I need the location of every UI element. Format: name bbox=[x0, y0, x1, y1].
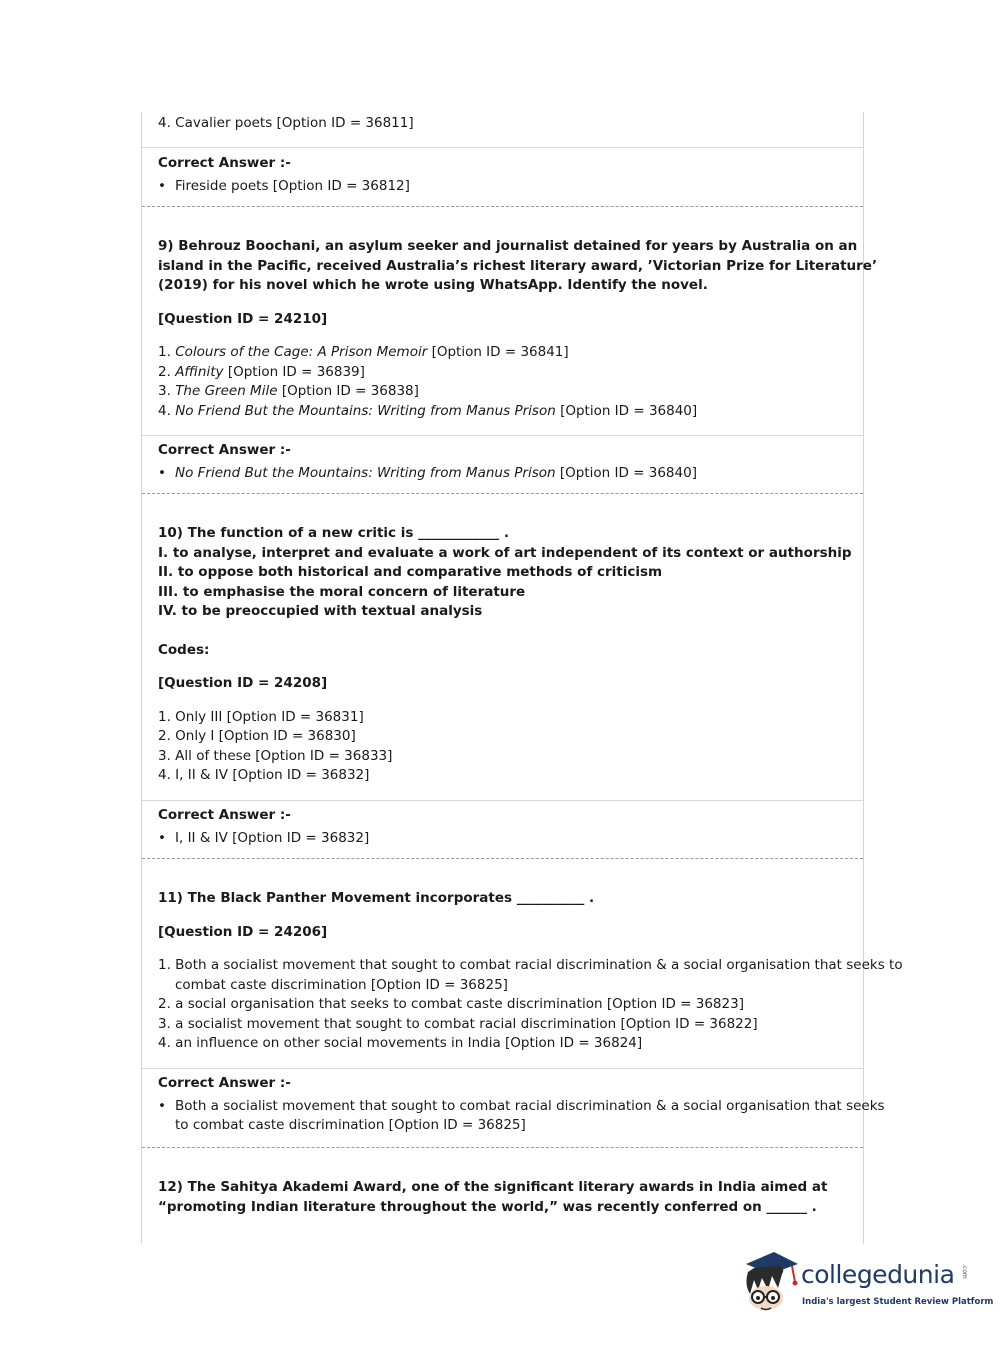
bullet-icon: • bbox=[158, 177, 166, 194]
correct-answer-label: Correct Answer :- bbox=[158, 807, 291, 823]
question-separator bbox=[142, 858, 863, 859]
option-item: 3. The Green Mile [Option ID = 36838] bbox=[158, 383, 419, 399]
correct-answer-label: Correct Answer :- bbox=[158, 1075, 291, 1091]
divider bbox=[142, 800, 863, 801]
statement: I. to analyse, interpret and evaluate a work of art independent of its context or authorship bbox=[158, 544, 852, 561]
correct-answer-item: • Fireside poets [Option ID = 36812] bbox=[158, 177, 851, 197]
question-text: island in the Pacific, received Australia’s richest literary award, ’Victorian Prize for Literature’ bbox=[158, 257, 878, 274]
option-item: 2. Only I [Option ID = 36830] bbox=[158, 728, 356, 744]
logo-tagline: India's largest Student Review Platform bbox=[802, 1297, 994, 1307]
divider bbox=[142, 147, 863, 148]
option-list bbox=[158, 956, 903, 1054]
question-id: [Question ID = 24206] bbox=[158, 923, 328, 940]
question-separator bbox=[142, 206, 863, 207]
option-list bbox=[158, 708, 851, 786]
q10-correct-answer bbox=[158, 806, 851, 848]
question-text: “promoting Indian literature throughout the world,” was recently conferred on ______ . bbox=[158, 1198, 817, 1215]
bullet-icon: • bbox=[158, 464, 166, 481]
q11-correct-answer bbox=[158, 1074, 885, 1136]
divider bbox=[142, 435, 863, 436]
logo-domain: .com bbox=[961, 1264, 968, 1279]
correct-answer-item: • No Friend But the Mountains: Writing from Manus Prison [Option ID = 36840] bbox=[158, 464, 851, 484]
question-text: (2019) for his novel which he wrote using WhatsApp. Identify the novel. bbox=[158, 277, 708, 293]
option-item: 4. No Friend But the Mountains: Writing from Manus Prison [Option ID = 36840] bbox=[158, 402, 698, 419]
option-item: 3. All of these [Option ID = 36833] bbox=[158, 747, 393, 764]
correct-answer-item-continued: to combat caste discrimination [Option ID = 36825] bbox=[175, 1117, 526, 1133]
question-12 bbox=[158, 1178, 851, 1217]
logo-name: collegedunia bbox=[801, 1260, 955, 1289]
option-item: 2. a social organisation that seeks to combat caste discrimination [Option ID = 36823] bbox=[158, 996, 744, 1012]
option-item: 3. a socialist movement that sought to combat racial discrimination [Option ID = 36822] bbox=[158, 1015, 758, 1032]
option-item: 4. an influence on other social movements in India [Option ID = 36824] bbox=[158, 1035, 643, 1051]
question-id: [Question ID = 24210] bbox=[158, 310, 328, 327]
question-text: 10) The function of a new critic is ____________ . bbox=[158, 525, 509, 541]
option-item-continued: combat caste discrimination [Option ID = 36825] bbox=[175, 976, 508, 993]
option-list bbox=[158, 343, 851, 421]
prev-option-4: 4. Cavalier poets [Option ID = 36811] bbox=[158, 115, 414, 131]
statement: III. to emphasise the moral concern of literature bbox=[158, 583, 526, 600]
option-item: 1. Only III [Option ID = 36831] bbox=[158, 708, 364, 725]
option-item: 1. Colours of the Cage: A Prison Memoir [Option ID = 36841] bbox=[158, 344, 569, 360]
collegedunia-logo bbox=[740, 1250, 994, 1320]
question-panel bbox=[141, 112, 903, 1244]
statement: IV. to be preoccupied with textual analysis bbox=[158, 603, 483, 619]
q9-correct-answer bbox=[158, 441, 851, 483]
codes-label: Codes: bbox=[158, 641, 210, 658]
prev-correct-answer bbox=[158, 154, 851, 196]
question-9 bbox=[158, 237, 878, 421]
correct-answer-item: • I, II & IV [Option ID = 36832] bbox=[158, 829, 851, 849]
statement: II. to oppose both historical and comparative methods of criticism bbox=[158, 564, 663, 580]
question-text: 9) Behrouz Boochani, an asylum seeker and journalist detained for years by Australia on an bbox=[158, 238, 858, 254]
option-item: 1. Both a socialist movement that sought to combat racial discrimination & a social organisation that seeks to bbox=[158, 957, 903, 973]
correct-answer-label: Correct Answer :- bbox=[158, 442, 291, 458]
question-separator bbox=[142, 1147, 863, 1148]
bullet-icon: • bbox=[158, 1097, 166, 1114]
option-item: 4. I, II & IV [Option ID = 36832] bbox=[158, 767, 370, 783]
correct-answer-label: Correct Answer :- bbox=[158, 155, 291, 171]
question-id: [Question ID = 24208] bbox=[158, 675, 328, 691]
bullet-icon: • bbox=[158, 829, 166, 846]
option-item: 2. Affinity [Option ID = 36839] bbox=[158, 363, 365, 380]
question-text: 12) The Sahitya Akademi Award, one of the significant literary awards in India aimed at bbox=[158, 1179, 828, 1195]
question-separator bbox=[142, 493, 863, 494]
question-text: 11) The Black Panther Movement incorporates __________ . bbox=[158, 890, 595, 906]
divider bbox=[142, 1068, 863, 1069]
question-10 bbox=[158, 524, 851, 786]
mascot-icon bbox=[740, 1250, 802, 1316]
question-11 bbox=[158, 889, 903, 1054]
correct-answer-item: • Both a socialist movement that sought to combat racial discrimination & a social organisation that seeks bbox=[158, 1097, 851, 1117]
